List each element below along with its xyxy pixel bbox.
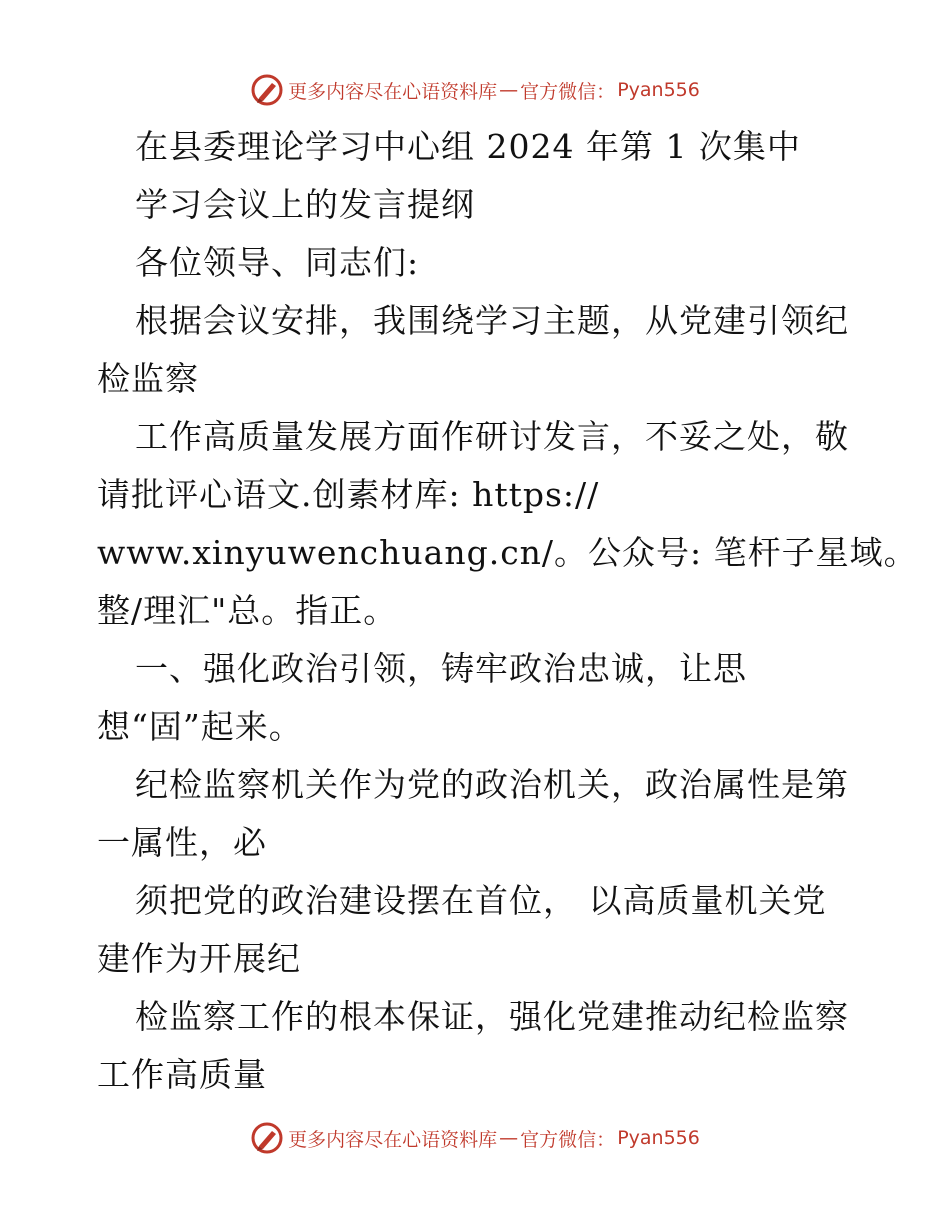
doc-section-heading: 想“固”起来。 <box>97 707 303 746</box>
doc-paragraph-line: 须把党的政治建设摆在首位， 以高质量机关党 <box>135 881 827 920</box>
doc-paragraph-line: 根据会议安排，我围绕学习主题，从党建引领纪 <box>135 301 849 340</box>
doc-salutation: 各位领导、同志们: <box>135 243 420 282</box>
doc-paragraph-line: 建作为开展纪 <box>97 939 301 978</box>
header-wechat-id: Pyan556 <box>617 79 700 101</box>
doc-paragraph-line: 检监察工作的根本保证，强化党建推动纪检监察 <box>135 997 849 1036</box>
doc-paragraph-line: 工作高质量发展方面作研讨发言，不妥之处，敬 <box>135 417 849 456</box>
document-body <box>97 118 918 1104</box>
pen-logo-icon <box>250 1121 284 1155</box>
header-banner-dash: — <box>499 79 519 101</box>
doc-paragraph-line: 纪检监察机关作为党的政治机关，政治属性是第 <box>135 765 849 804</box>
footer-banner-text: 更多内容尽在心语资料库 <box>288 1128 498 1151</box>
header-banner-text: 更多内容尽在心语资料库 <box>288 80 498 103</box>
doc-section-heading: 一、强化政治引领，铸牢政治忠诚，让思 <box>135 649 747 688</box>
footer-wechat-label: 官方微信： <box>520 1128 616 1151</box>
footer-banner <box>0 1118 950 1158</box>
doc-paragraph-line: www.xinyuwenchuang.cn/。公众号: 笔杆子星域。 <box>97 533 918 572</box>
header-wechat-label: 官方微信： <box>520 80 616 103</box>
footer-banner-dash: — <box>499 1127 519 1149</box>
doc-paragraph-line: 请批评心语文.创素材库: https:// <box>97 475 600 514</box>
header-banner <box>0 70 950 110</box>
doc-paragraph-line: 一属性，必 <box>97 823 267 862</box>
doc-paragraph-line: 工作高质量 <box>97 1055 267 1094</box>
pen-logo-icon <box>250 73 284 107</box>
doc-title-line-2: 学习会议上的发言提纲 <box>135 185 475 224</box>
doc-title-line-1: 在县委理论学习中心组 2024 年第 1 次集中 <box>135 127 801 166</box>
doc-paragraph-line: 检监察 <box>97 359 199 398</box>
footer-wechat-id: Pyan556 <box>617 1127 700 1149</box>
doc-paragraph-line: 整/理汇"总。指正。 <box>97 591 398 630</box>
